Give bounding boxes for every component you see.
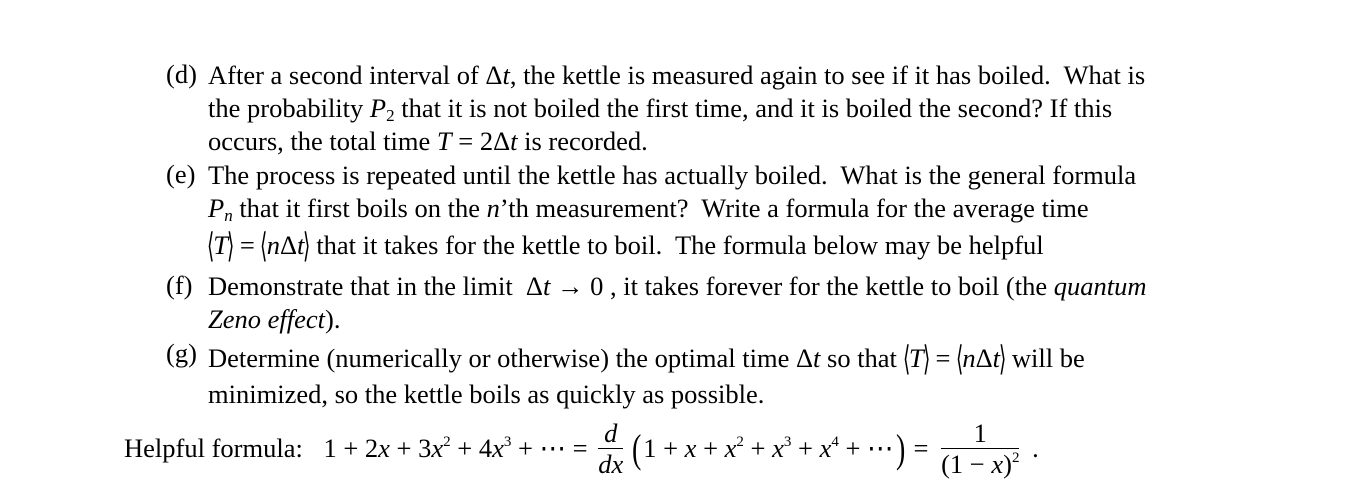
item-text (208, 159, 1228, 265)
text-line: $P_n$ that it first boils on the n’th measurement? Write a formula for the average time (208, 193, 1089, 225)
item-label: (f) (166, 270, 193, 300)
text-line: Determine (numerically or otherwise) the optimal time Δt so that ⟨T⟩ = ⟨nΔt⟩ will be (208, 341, 1085, 378)
derivative-denominator: dx (598, 449, 624, 479)
item-label: (e) (166, 159, 196, 189)
result-numerator: 1 (973, 418, 987, 448)
item-text (208, 338, 1228, 411)
item-text (208, 270, 1228, 336)
text-line: ⟨T⟩ = ⟨nΔt⟩ that it takes for the kettle to boil. The formula below may be helpful (206, 228, 1044, 265)
formula-end: . (1032, 433, 1039, 463)
formula-equals: = (913, 433, 929, 463)
formula-lhs: $1 + 2x + 3x^2 + 4x^3$ + ⋯ = (323, 433, 588, 463)
text-line: Zeno effect). (208, 304, 341, 334)
text-line: minimized, so the kettle boils as quickly as possible. (208, 379, 765, 409)
derivative-numerator: d (604, 418, 618, 448)
result-denominator: $(1 - x)^2$ (941, 449, 1020, 479)
text-line: After a second interval of Δt, the kettle is measured again to see if it has boiled. What is (208, 60, 1146, 90)
formula-series: ($1 + x + x^2 + x^3 + x^4$ + ⋯) (631, 426, 905, 471)
text-line: occurs, the total time T = 2Δt is recorded. (208, 126, 648, 156)
formula-label: Helpful formula: (124, 433, 303, 463)
item-text (208, 59, 1228, 158)
helpful-formula (124, 418, 1224, 493)
result-fraction (941, 418, 1019, 479)
derivative-fraction (598, 418, 623, 479)
item-label: (g) (166, 338, 197, 368)
item-label: (d) (166, 59, 197, 89)
text-line: The process is repeated until the kettle has actually boiled. What is the general formula (208, 160, 1137, 190)
text-line: Demonstrate that in the limit Δt → 0 , it takes forever for the kettle to boil (the quantum (208, 271, 1147, 301)
text-line: the probability $P_2$ that it is not boiled the first time, and it is boiled the second? If this (208, 93, 1113, 125)
